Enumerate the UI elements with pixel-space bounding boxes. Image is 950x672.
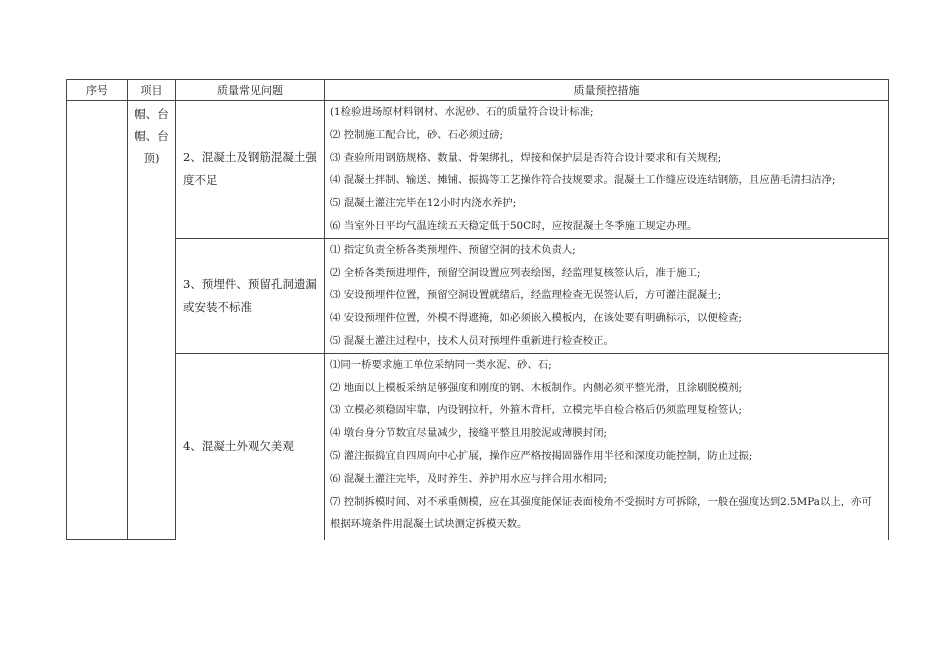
measure-line: ⑴ 指定负责全桥各类预埋件、预留空洞的技术负责人; [330,243,576,256]
measure-line: ⑺ 控制拆模时间、对不承重侧模，应在其强度能保证表面棱角不受损时方可拆除，一般在强度达到2.5MPa以上，亦可根据环境条件用混凝土试块测定拆模天数。 [330,495,872,531]
measure-line: ⑹ 混凝土灌注完毕，及时养生、养护用水应与拌合用水相同; [330,472,607,485]
seq-cell [67,101,128,540]
table-row [67,353,889,540]
measure-line: ⑹ 当室外日平均气温连续五天稳定低于50C时，应按混凝土冬季施工规定办理。 [330,219,698,232]
measures-cell [325,238,889,353]
measures-clip [330,354,882,540]
measure-line: ⑴同一桥要求施工单位采纳同一类水泥、砂、石; [330,358,552,371]
problem-cell: 2、混凝土及钢筋混凝土强度不足 [176,101,325,239]
table-row [67,101,889,239]
measure-line: ⑸ 混凝土灌注完毕在12小时内浇水养护; [330,197,517,210]
measure-line: ⑵ 控制施工配合比，砂、石必须过磅; [330,128,504,141]
table-row [67,238,889,353]
measures-cell [325,353,889,540]
measure-line: ⑶ 安设预埋件位置，预留空洞设置就绪后，经监理检查无误签认后，方可灌注混凝土; [330,289,722,302]
measure-line: (1检验进场原材料钢材、水泥砂、石的质量符合设计标准; [330,106,594,118]
item-cell: 帽、台帽、台顶) [128,101,176,540]
header-measures: 质量预控措施 [325,80,889,101]
table-header-row [67,80,889,101]
document-table-container [66,79,888,540]
problem-cell: 3、预埋件、预留孔洞遗漏或安装不标准 [176,238,325,353]
measure-line: ⑵ 地面以上模板采纳足够强度和刚度的钢、木板制作。内侧必须平整光滑，且涂刷脱模剂; [330,381,743,394]
measure-line: ⑷ 安设预埋件位置，外模不得遮掩，如必须嵌入模板内，在该处要有明确标示，以便检查; [330,312,743,325]
measure-line: ⑸ 混凝土灌注过程中，技术人员对预埋件重新进行检查校正。 [330,334,614,347]
problem-cell: 4、混凝土外观欠美观 [176,353,325,540]
header-seq: 序号 [67,80,128,101]
measures-cell [325,101,889,239]
measure-line: ⑸ 灌注振捣宜自四周向中心扩展，操作应严格按揭固器作用半径和深度功能控制，防止过振; [330,449,753,462]
measure-line: ⑶ 立模必须稳固牢靠，内设钢拉杆，外箍木背杆，立模完毕自检合格后仍须监理复检签认; [330,404,743,417]
quality-control-table [66,79,889,540]
measure-line: ⑶ 查验所用钢筋规格、数量、骨架绑扎，焊接和保护层是否符合设计要求和有关规程; [330,151,722,164]
measure-line: ⑵ 全桥各类预进埋件，预留空洞设置应列表绘图，经监理复核签认后，准于施工; [330,266,701,279]
measure-line: ⑷ 墩台身分节数宜尽量减少，接缝平整且用胶泥或薄膜封闭; [330,427,607,440]
measure-line: ⑷ 混凝土拌制、输送、摊铺、振捣等工艺操作符合技规要求。混凝土工作缝应设连结钢筋，且应凿毛清扫洁净; [330,174,836,187]
header-problem: 质量常见问题 [176,80,325,101]
header-item: 项目 [128,80,176,101]
